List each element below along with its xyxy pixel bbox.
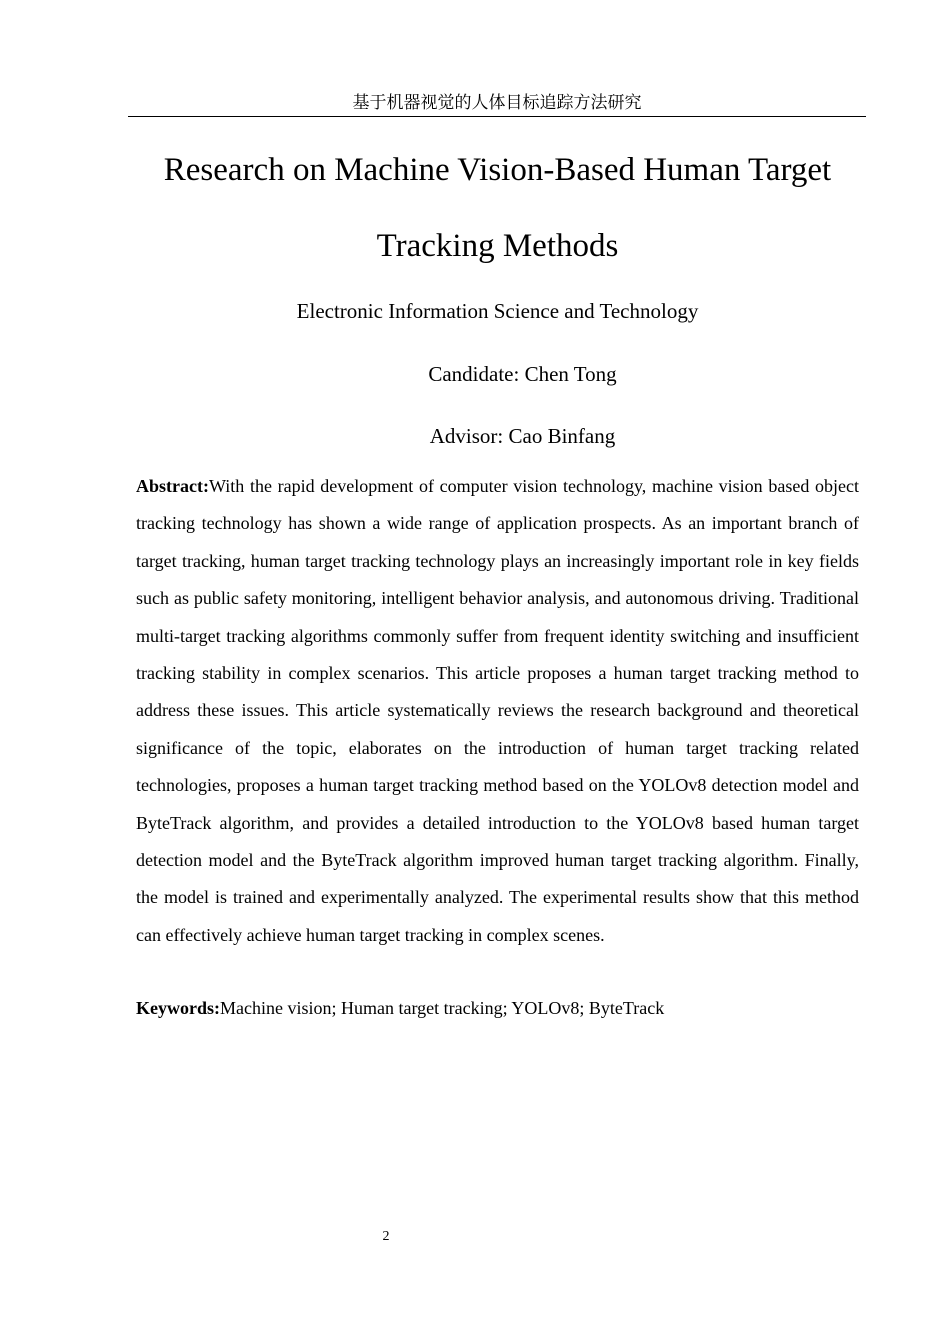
keywords-paragraph: [136, 991, 859, 1025]
keywords-text: Machine vision; Human target tracking; YOLOv8; ByteTrack: [220, 998, 665, 1018]
running-header-title: 基于机器视觉的人体目标追踪方法研究: [352, 93, 642, 113]
major-line: Electronic Information Science and Technology: [296, 299, 699, 323]
abstract-paragraph: [136, 468, 859, 954]
paper-title-line-2: Tracking Methods: [376, 228, 619, 264]
candidate-line: Candidate: Chen Tong: [428, 362, 617, 386]
abstract-label: Abstract:: [136, 476, 209, 496]
page-number: 2: [382, 1229, 390, 1244]
keywords-label: Keywords:: [136, 998, 220, 1018]
paper-title-line-1: Research on Machine Vision-Based Human Target: [163, 152, 832, 188]
running-header: [128, 90, 866, 117]
advisor-line: Advisor: Cao Binfang: [429, 424, 616, 448]
paper-title: [120, 132, 875, 284]
abstract-text: With the rapid development of computer vision technology, machine vision based object tracking technology has shown a wide range of application prospects. As an important branch of target tracking, human target tracking technology plays an increasingly important role in key fields such as public safety monitoring, intelligent behavior analysis, and autonomous driving. Traditional multi-target tracking algorithms commonly suffer from frequent identity switching and insufficient tracking stability in complex scenarios. This article proposes a human target tracking method to address these issues. This article systematically reviews the research background and theoretical significance of the topic, elaborates on the introduction of human target tracking related technologies, proposes a human target tracking method based on the YOLOv8 detection model and ByteTrack algorithm, and provides a detailed introduction to the YOLOv8 based human target detection model and the ByteTrack algorithm improved human target tracking algorithm. Finally, the model is trained and experimentally analyzed. The experimental results show that this method can effectively achieve human target tracking in complex scenes.: [136, 476, 859, 945]
